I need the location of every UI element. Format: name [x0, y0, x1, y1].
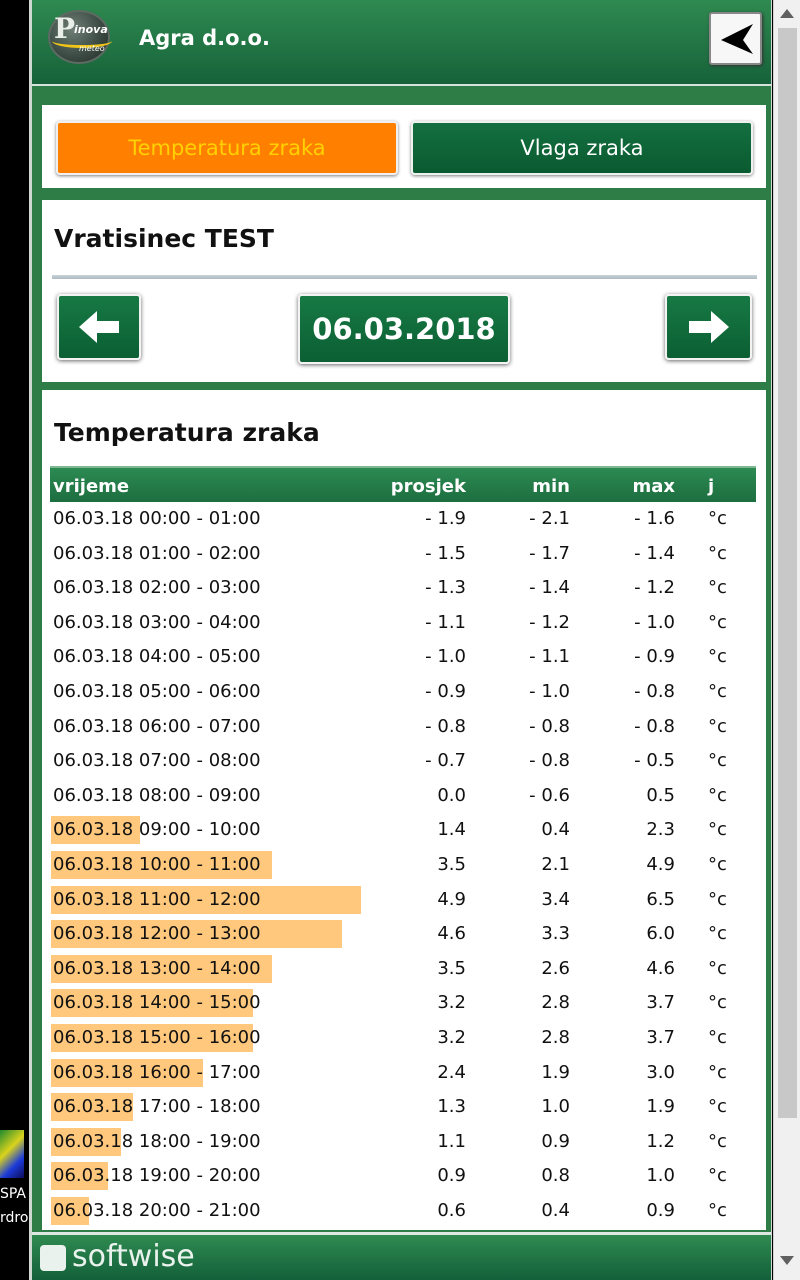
cell-min: 2.8	[541, 992, 570, 1014]
cell-min: 1.9	[541, 1061, 570, 1083]
data-panel	[42, 390, 766, 1230]
cell-unit: °c	[708, 957, 727, 979]
tab-temperatura-zraka[interactable]: Temperatura zraka	[56, 121, 398, 175]
previous-date-button[interactable]	[57, 294, 141, 360]
cell-time: 06.03.18 03:00 - 04:00	[53, 611, 261, 633]
table-header	[50, 466, 756, 502]
cell-max: 4.9	[646, 853, 675, 875]
cell-time: 06.03.18 18:00 - 19:00	[53, 1130, 261, 1152]
cell-max: 1.9	[646, 1096, 675, 1118]
cell-avg: - 0.8	[425, 715, 466, 737]
cell-time: 06.03.18 14:00 - 15:00	[53, 992, 261, 1014]
app-window	[29, 0, 772, 1280]
cell-unit: °c	[708, 819, 727, 841]
cell-min: - 0.8	[529, 715, 570, 737]
logo-subtext: meteo	[79, 44, 105, 53]
cell-unit: °c	[708, 1096, 727, 1118]
cell-unit: °c	[708, 715, 727, 737]
table-row	[50, 952, 756, 987]
footer	[32, 1232, 771, 1280]
cell-time: 06.03.18 13:00 - 14:00	[53, 957, 261, 979]
desktop-icon-label-2: rdro	[0, 1210, 29, 1226]
cell-min: 0.4	[541, 1199, 570, 1221]
cell-max: 3.7	[646, 1026, 675, 1048]
table-row	[50, 1125, 756, 1160]
cell-min: 0.8	[541, 1165, 570, 1187]
cell-unit: °c	[708, 646, 727, 668]
cell-max: - 0.8	[634, 715, 675, 737]
cell-avg: 1.3	[437, 1096, 466, 1118]
table-row	[50, 848, 756, 883]
cell-unit: °c	[708, 611, 727, 633]
table-row	[50, 744, 756, 779]
cell-unit: °c	[708, 923, 727, 945]
table-row	[50, 675, 756, 710]
column-header-max: max	[632, 476, 675, 497]
cell-min: - 2.1	[529, 508, 570, 529]
cell-min: - 0.6	[529, 784, 570, 806]
cell-avg: 0.0	[437, 784, 466, 806]
cell-max: - 1.6	[634, 508, 675, 529]
cell-max: - 0.8	[634, 680, 675, 702]
cell-max: 6.0	[646, 923, 675, 945]
cell-unit: °c	[708, 888, 727, 910]
cell-unit: °c	[708, 784, 727, 806]
cell-unit: °c	[708, 680, 727, 702]
cell-avg: 3.5	[437, 957, 466, 979]
cell-avg: 4.9	[437, 888, 466, 910]
cell-time: 06.03.18 17:00 - 18:00	[53, 1096, 261, 1118]
cell-max: - 0.5	[634, 750, 675, 772]
cell-avg: - 0.7	[425, 750, 466, 772]
cell-time: 06.03.18 08:00 - 09:00	[53, 784, 261, 806]
back-button[interactable]	[709, 12, 762, 65]
cell-max: 0.9	[646, 1199, 675, 1221]
cell-unit: °c	[708, 853, 727, 875]
table-row	[50, 1090, 756, 1125]
cell-time: 06.03.18 09:00 - 10:00	[53, 819, 261, 841]
cell-avg: 2.4	[437, 1061, 466, 1083]
cell-max: 1.0	[646, 1165, 675, 1187]
table-row	[50, 606, 756, 641]
cell-unit: °c	[708, 577, 727, 599]
scroll-down-arrow-icon[interactable]	[777, 1250, 797, 1270]
cell-unit: °c	[708, 992, 727, 1014]
cell-min: 3.4	[541, 888, 570, 910]
cell-min: 3.3	[541, 923, 570, 945]
column-header-time: vrijeme	[53, 476, 130, 497]
cell-time: 06.03.18 05:00 - 06:00	[53, 680, 261, 702]
cell-time: 06.03.18 01:00 - 02:00	[53, 542, 261, 564]
scrollbar-thumb[interactable]	[778, 28, 797, 1118]
cell-max: 3.0	[646, 1061, 675, 1083]
cell-avg: - 1.5	[425, 542, 466, 564]
cell-avg: 0.6	[437, 1199, 466, 1221]
cell-time: 06.03.18 04:00 - 05:00	[53, 646, 261, 668]
cell-min: 2.1	[541, 853, 570, 875]
station-panel	[42, 200, 766, 382]
cell-unit: °c	[708, 508, 727, 529]
cell-min: 2.6	[541, 957, 570, 979]
softwise-logo-icon	[40, 1245, 66, 1271]
cell-unit: °c	[708, 1130, 727, 1152]
cell-max: 0.5	[646, 784, 675, 806]
arrow-right-icon	[687, 309, 731, 345]
cell-max: 4.6	[646, 957, 675, 979]
cell-avg: 0.9	[437, 1165, 466, 1187]
cell-time: 06.03.18 19:00 - 20:00	[53, 1165, 261, 1187]
table-row	[50, 883, 756, 918]
table-row	[50, 502, 756, 537]
cell-avg: - 1.3	[425, 577, 466, 599]
cell-time: 06.03.18 15:00 - 16:00	[53, 1026, 261, 1048]
pinova-meteo-logo	[48, 10, 110, 64]
column-header-min: min	[532, 476, 570, 497]
cell-min: - 1.7	[529, 542, 570, 564]
cell-min: - 0.8	[529, 750, 570, 772]
logo-letter: P	[54, 12, 76, 45]
arrow-left-icon	[77, 309, 121, 345]
divider	[52, 275, 757, 279]
cell-time: 06.03.18 10:00 - 11:00	[53, 853, 261, 875]
cell-time: 06.03.18 02:00 - 03:00	[53, 577, 261, 599]
cell-unit: °c	[708, 750, 727, 772]
cell-avg: 3.2	[437, 1026, 466, 1048]
cell-min: - 1.1	[529, 646, 570, 668]
table-body	[50, 502, 756, 1228]
cell-min: 0.4	[541, 819, 570, 841]
table-row	[50, 571, 756, 606]
station-name: Vratisinec TEST	[54, 224, 274, 253]
cell-avg: - 1.0	[425, 646, 466, 668]
tab-bar	[42, 105, 766, 188]
footer-brand: softwise	[72, 1239, 195, 1274]
column-header-unit: j	[708, 476, 715, 497]
column-header-avg: prosjek	[390, 476, 466, 497]
temperature-table	[50, 466, 756, 1228]
cell-avg: 4.6	[437, 923, 466, 945]
cell-avg: 1.4	[437, 819, 466, 841]
cell-max: - 1.2	[634, 577, 675, 599]
cell-max: 2.3	[646, 819, 675, 841]
table-row	[50, 537, 756, 572]
tab-vlaga-zraka[interactable]: Vlaga zraka	[411, 121, 753, 175]
section-title: Temperatura zraka	[54, 418, 320, 447]
cell-unit: °c	[708, 1026, 727, 1048]
cell-unit: °c	[708, 1165, 727, 1187]
table-row	[50, 986, 756, 1021]
table-row	[50, 779, 756, 814]
table-row	[50, 640, 756, 675]
cell-max: 3.7	[646, 992, 675, 1014]
cell-min: 0.9	[541, 1130, 570, 1152]
cell-min: - 1.2	[529, 611, 570, 633]
cell-avg: 3.2	[437, 992, 466, 1014]
table-row	[50, 1159, 756, 1194]
cell-unit: °c	[708, 542, 727, 564]
desktop-icon-thumbnail[interactable]	[0, 1130, 24, 1178]
cell-max: 6.5	[646, 888, 675, 910]
cell-min: 1.0	[541, 1096, 570, 1118]
cell-avg: - 0.9	[425, 680, 466, 702]
cell-avg: - 1.1	[425, 611, 466, 633]
cell-min: - 1.0	[529, 680, 570, 702]
cell-min: - 1.4	[529, 577, 570, 599]
cell-avg: 3.5	[437, 853, 466, 875]
cell-time: 06.03.18 20:00 - 21:00	[53, 1199, 261, 1221]
cell-avg: 1.1	[437, 1130, 466, 1152]
table-row	[50, 813, 756, 848]
date-picker-button[interactable]: 06.03.2018	[298, 294, 510, 364]
desktop-icon-label: SPA	[0, 1186, 27, 1202]
table-row	[50, 917, 756, 952]
page-title: Agra d.o.o.	[139, 26, 270, 50]
cell-time: 06.03.18 06:00 - 07:00	[53, 715, 261, 737]
table-row	[50, 1194, 756, 1229]
cell-time: 06.03.18 00:00 - 01:00	[53, 508, 261, 529]
cell-avg: - 1.9	[425, 508, 466, 529]
cell-max: - 0.9	[634, 646, 675, 668]
cell-max: 1.2	[646, 1130, 675, 1152]
cell-min: 2.8	[541, 1026, 570, 1048]
cell-unit: °c	[708, 1199, 727, 1221]
logo-text: inova	[74, 23, 108, 36]
cell-max: - 1.4	[634, 542, 675, 564]
cell-time: 06.03.18 16:00 - 17:00	[53, 1061, 261, 1083]
back-arrow-icon	[719, 22, 755, 58]
table-row	[50, 1056, 756, 1091]
cell-time: 06.03.18 12:00 - 13:00	[53, 923, 261, 945]
cell-max: - 1.0	[634, 611, 675, 633]
cell-unit: °c	[708, 1061, 727, 1083]
table-row	[50, 710, 756, 745]
app-header	[32, 0, 771, 86]
scrollbar[interactable]	[773, 0, 800, 1280]
next-date-button[interactable]	[665, 294, 752, 360]
scroll-up-arrow-icon[interactable]	[777, 4, 797, 24]
cell-time: 06.03.18 07:00 - 08:00	[53, 750, 261, 772]
table-row	[50, 1021, 756, 1056]
cell-time: 06.03.18 11:00 - 12:00	[53, 888, 261, 910]
